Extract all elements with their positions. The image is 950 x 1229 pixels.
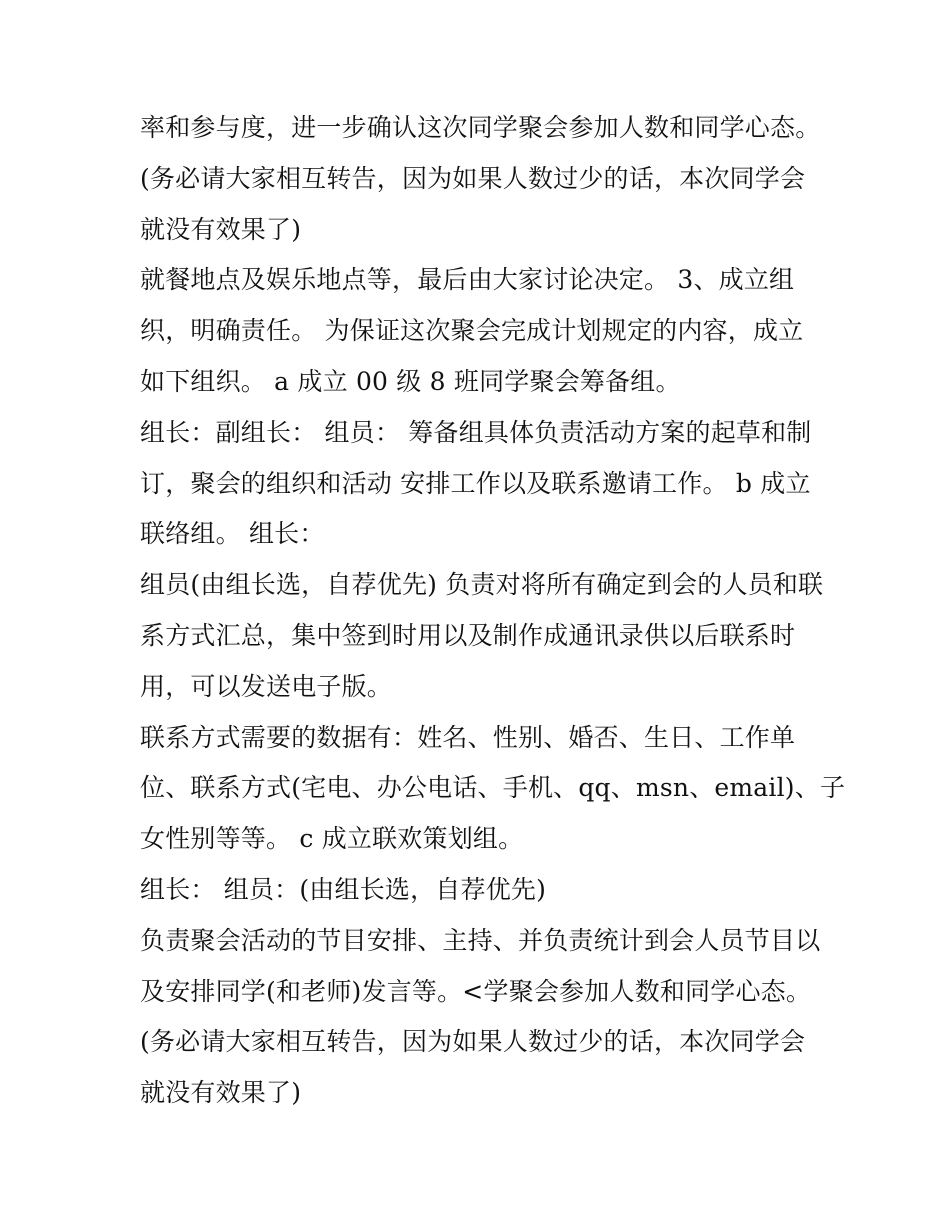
document-body [140,103,846,1119]
text-line: 负责聚会活动的节目安排、主持、并负责统计到会人员节目以 [140,925,821,955]
text-line: 组长：副组长： 组员： 筹备组具体负责活动方案的起草和制 [140,417,812,447]
text-line: 系方式汇总，集中签到时用以及制作成通讯录供以后联系时 [140,620,796,650]
text-line: 织，明确责任。 为保证这次聚会完成计划规定的内容，成立 [140,316,804,346]
text-line: 如下组织。 a 成立 00 级 8 班同学聚会筹备组。 [140,366,681,396]
text-line: 及安排同学(和老师)发言等。<学聚会参加人数和同学心态。 [140,976,812,1006]
text-line: 就餐地点及娱乐地点等，最后由大家讨论决定。 3、成立组 [140,265,795,295]
text-line: 位、联系方式(宅电、办公电话、手机、qq、msn、email)、子 [140,773,846,803]
text-line: 率和参与度，进一步确认这次同学聚会参加人数和同学心态。 [140,113,821,142]
text-line: 订，聚会的组织和活动 安排工作以及联系邀请工作。 b 成立 [140,468,811,498]
text-line: 组员(由组长选，自荐优先) 负责对将所有确定到会的人员和联 [140,570,824,600]
text-line: 女性别等等。 c 成立联欢策划组。 [140,824,524,854]
text-line: (务必请大家相互转告，因为如果人数过少的话，本次同学会 [140,163,806,193]
text-line: 组长： 组员：(由组长选，自荐优先) [140,874,547,904]
text-line: 用，可以发送电子版。 [140,671,393,701]
text-line: (务必请大家相互转告，因为如果人数过少的话，本次同学会 [140,1027,806,1057]
text-line: 就没有效果了) [140,214,302,244]
text-line: 联系方式需要的数据有：姓名、性别、婚否、生日、工作单 [140,722,796,752]
text-line: 就没有效果了) [140,1078,302,1108]
text-line: 联络组。 组长： [140,519,325,549]
